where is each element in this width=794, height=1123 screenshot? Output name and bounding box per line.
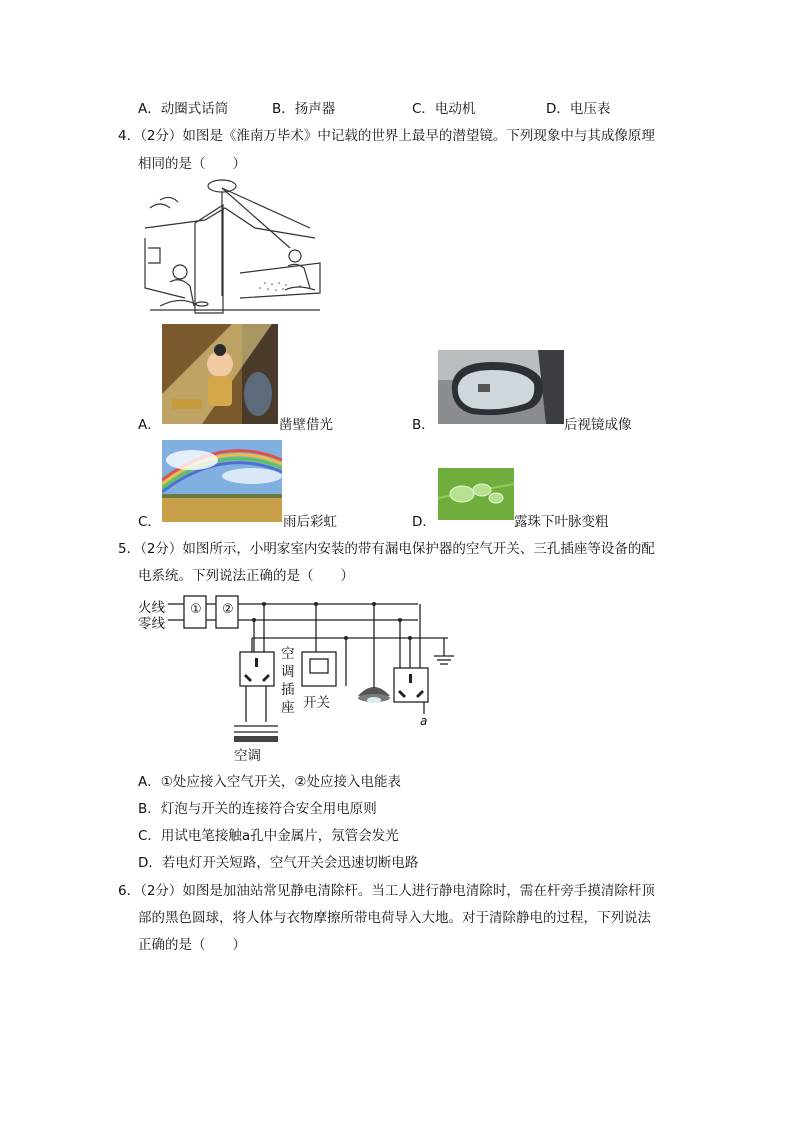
q5-option-c: C．用试电笔接触a孔中金属片，氖管会发光 [138,828,399,844]
component-1-label: ① [190,602,202,617]
q6-stem-line2: 部的黑色圆球，将人体与衣物摩擦所带电荷导入大地。对于清除静电的过程，下列说法 [138,910,651,926]
home-circuit-diagram [136,592,456,762]
rainbow-image [162,440,282,522]
ac-socket-label-3: 插 [281,682,295,698]
q5-option-a: A．①处应接入空气开关，②处应接入电能表 [138,774,401,790]
component-2-label: ② [222,602,234,617]
air-conditioner-label: 空调 [234,748,261,764]
q3-option-a: A．动圈式话筒 [138,101,229,117]
q4-option-d-letter: D． [412,514,436,530]
q6-stem-line1: 6．（2分）如图是加油站常见静电清除杆。当工人进行静电清除时，需在杆旁手摸清除杆顶 [118,883,655,899]
q5-stem-line2: 电系统。下列说法正确的是（ ） [138,568,354,584]
q4-option-c-letter: C． [138,514,161,530]
q4-option-b-caption: 后视镜成像 [564,417,632,433]
q4-option-b-letter: B． [412,417,435,433]
ac-socket-label-1: 空 [281,646,295,662]
hole-a-label: a [420,714,428,728]
q4-stem-line2: 相同的是（ ） [138,156,246,172]
q3-option-b: B．扬声器 [272,101,336,117]
chisel-wall-light-image [162,324,278,424]
periscope-illustration [140,178,322,316]
q3-option-c: C．电动机 [412,101,476,117]
q4-stem-line1: 4．（2分）如图是《淮南万毕术》中记载的世界上最早的潜望镜。下列现象中与其成像原理 [118,128,655,144]
switch-label: 开关 [303,695,330,711]
q5-option-b: B．灯泡与开关的连接符合安全用电原则 [138,801,377,817]
dewdrop-leaf-image [438,468,514,520]
ac-socket-label-4: 座 [281,700,295,716]
q5-option-d: D．若电灯开关短路，空气开关会迅速切断电路 [138,855,419,871]
q4-option-a-caption: 凿壁借光 [279,417,333,433]
rear-mirror-image [438,350,564,424]
neutral-wire-label: 零线 [138,616,165,632]
q4-option-c-caption: 雨后彩虹 [283,514,337,530]
q5-stem-line1: 5．（2分）如图所示，小明家室内安装的带有漏电保护器的空气开关、三孔插座等设备的配 [118,541,655,557]
q3-option-d: D．电压表 [546,101,611,117]
live-wire-label: 火线 [138,600,165,616]
ac-socket-label-2: 调 [281,664,295,680]
q4-option-d-caption: 露珠下叶脉变粗 [514,514,609,530]
q6-stem-line3: 正确的是（ ） [138,937,246,953]
q4-option-a-letter: A． [138,417,161,433]
